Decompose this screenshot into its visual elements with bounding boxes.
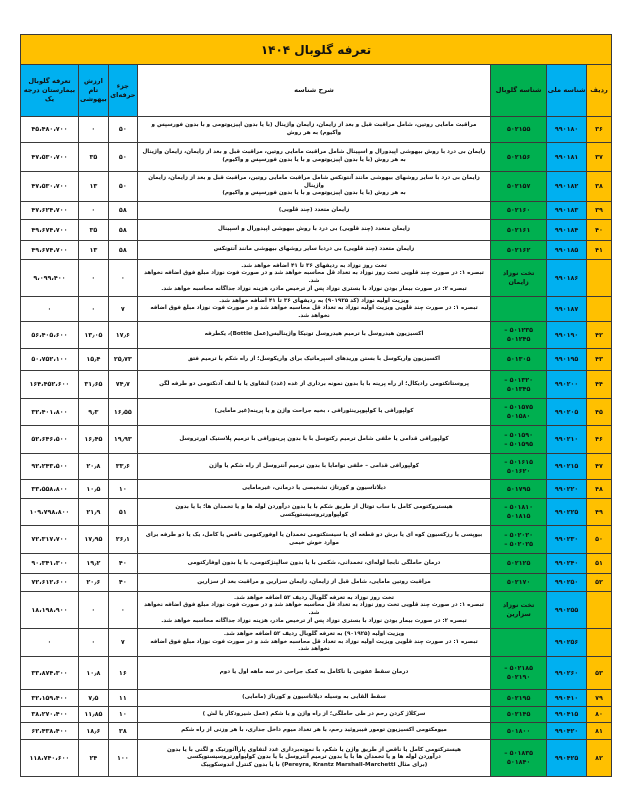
table-row: [21, 454, 611, 480]
description-line: میومکتومی اکسیزیون تومور فیبروئید رحم، با هر تعداد میوم داخل جداری، با هر وزنی از راه شکم: [181, 727, 447, 734]
cell-tarefeh: ۹۰،۳۴۱،۳۰۰: [21, 554, 78, 573]
cell-arzesh: ۱۰٫۵: [78, 480, 108, 498]
cell-jozh: ۱۰: [108, 707, 137, 722]
global-code-line: تخت نوزاد: [502, 601, 535, 610]
description-line: هیسترکتومی کامل یا ناقص از طریق واژن یا شکم، با نمونه‌برداری غدد لنفاوی پاراآئورتیک و لگنی با یا بدون: [167, 746, 461, 753]
cell-tarefeh: ۴۷،۵۳۰،۷۰۰: [21, 143, 78, 171]
cell-shenaseh-melli: ۹۹۰۱۸۷: [546, 297, 586, 321]
cell-shenaseh-global: [490, 554, 546, 573]
cell-arzesh: ۱۵٫۴: [78, 349, 108, 370]
global-code-line: ۵۰۱۳۴۵: [506, 384, 531, 393]
cell-jozh: ۷: [108, 629, 137, 656]
cell-shenaseh-melli: ۹۹۰۲۵۰: [546, 574, 586, 591]
cell-tarefeh: ۳۸،۲۷۰،۴۰۰: [21, 707, 78, 722]
description-line: تبصره ۱: در صورت چند قلویی تخت روز نوزاد به تعداد قل محاسبه خواهد شد و در صورت فوت نوزاد مبلغ فوق اضافه نخواهد شد.: [144, 270, 484, 284]
cell-shenaseh-melli: ۹۹۰۱۸۶: [546, 260, 586, 296]
cell-jozh: ۴۰: [108, 574, 137, 591]
cell-sharh: [137, 526, 490, 553]
cell-shenaseh-global: [490, 371, 546, 398]
cell-arzesh: ۲۰٫۸: [78, 454, 108, 479]
description-line: درمان سقط عفونی یا ناکامل به کمک جراحی در سه ماهه اول یا دوم: [219, 669, 409, 676]
cell-sharh: [137, 220, 490, 240]
global-code-line: ۵۰۱۵۹۰ –: [504, 430, 534, 439]
description-line: به هر روش (با یا بدون اپیزیوتومی و با یا بدون فورسپس و واکیوم): [222, 157, 406, 163]
header-arzesh: ارزش تام بیهوشی: [78, 65, 108, 116]
description-line: سرکلاژ کردن رحم در طی حاملگی؛ از راه واژن و یا شکم (عمل شیرودکار یا لش ): [202, 710, 426, 717]
cell-tarefeh: ۴۷،۵۳۰،۷۰۰: [21, 172, 78, 201]
cell-shenaseh-global: [490, 480, 546, 498]
description-line: پروستاتکتومی رادیکال؛ از راه پرینه با یا بدون نمونه برداری از غده (غدد) لنفاوی یا با لنف آدنکتومی دو طرفه لگن: [159, 380, 469, 387]
cell-tarefeh: ۵۲،۶۴۶،۵۰۰: [21, 426, 78, 453]
global-code-line: ۵۰۲۱۵۵: [506, 125, 531, 134]
cell-shenaseh-melli: ۹۹۰۲۰۵: [546, 399, 586, 425]
cell-radif: [586, 629, 611, 656]
table-row: [21, 554, 611, 574]
cell-shenaseh-melli: ۹۹۰۲۰۰: [546, 371, 586, 398]
cell-radif: ۴۸: [586, 480, 611, 498]
cell-shenaseh-melli: ۹۹۰۴۱۵: [546, 707, 586, 722]
description-line: ویزیت اولیه (۹۰۱۹۲۵) به تعرفه گلوبال ردیف ۵۲ اضافه خواهد شد.: [223, 631, 405, 638]
cell-shenaseh-melli: ۹۹۰۱۹۵: [546, 349, 586, 370]
global-code-line: ۵۰۱۸۱۵: [506, 512, 531, 520]
cell-sharh: [137, 574, 490, 591]
table-row: [21, 526, 611, 554]
cell-radif: ۴۶: [586, 426, 611, 453]
description-line: کولپورافی قدامی یا خلفی شامل ترمیم رکتوسل با یا بدون پرینورافی با ترمیم پلاستیک اورتروسل: [179, 435, 449, 442]
header-row: [21, 65, 611, 117]
description-line: زایمان بی درد با سایر روشهای بیهوشی مانند آنتونکس شامل مراقبت مامایی روتین، مراقبت قبل و بعد از زایمان، زایمان واژینال: [148, 175, 480, 189]
cell-jozh: ۵۸: [108, 241, 137, 259]
cell-sharh: [137, 723, 490, 739]
cell-radif: ۴۳: [586, 349, 611, 370]
cell-tarefeh: ۵۰،۷۵۲،۱۰۰: [21, 349, 78, 370]
cell-shenaseh-global: [490, 241, 546, 259]
cell-shenaseh-melli: ۹۹۰۱۸۲: [546, 172, 586, 201]
cell-shenaseh-global: [490, 526, 546, 553]
global-code-line: ۵۰۲۱۸۵ –: [504, 664, 534, 673]
cell-jozh: ۵۰: [108, 172, 137, 201]
description-line: تبصره ۱: در صورت چند قلویی تخت روز نوزاد به تعداد قل محاسبه خواهد شد و در صورت فوت نوزاد مبلغ فوق اضافه نخواهد شد.: [144, 602, 484, 616]
cell-sharh: [137, 202, 490, 219]
header-shenaseh-melli: شناسه ملی: [546, 65, 586, 116]
cell-tarefeh: ۳۲،۱۵۹،۴۰۰: [21, 690, 78, 706]
cell-sharh: [137, 349, 490, 370]
cell-arzesh: ۱۹٫۲: [78, 554, 108, 573]
description-line: تخت روز نوزاد به تعرفه گلوبال ردیف ۵۲ اضافه خواهد شد.: [233, 594, 395, 601]
description-line: مراقبت روتین مامایی، شامل قبل از زایمان، زایمان سزارین و مراقبت بعد از سزارین: [197, 578, 431, 585]
cell-radif: ۴۱: [586, 241, 611, 259]
description-line: دیلاتاسیون و کورتاژ، تشخیصی یا درمانی، غیرمامایی: [242, 485, 386, 492]
cell-radif: ۴۰: [586, 220, 611, 240]
cell-arzesh: ۳۵: [78, 143, 108, 171]
cell-shenaseh-global: [490, 690, 546, 706]
cell-jozh: ۵۸: [108, 220, 137, 240]
table-row: [21, 241, 611, 260]
cell-radif: ۴۹: [586, 499, 611, 525]
cell-arzesh: ۱۳: [78, 241, 108, 259]
description-line: تبصره ۱: در صورت چند قلویی ویزیت اولیه نوزاد به تعداد قل محاسبه خواهد شد و در صورت فوت نوزاد مبلغ فوق اضافه نخواهد شد.: [150, 638, 478, 653]
table-body: [21, 117, 611, 776]
cell-sharh: [137, 399, 490, 425]
global-code-line: ۵۰۲۱۵۶: [506, 152, 531, 161]
cell-sharh: [137, 297, 490, 321]
cell-radif: ۸۱: [586, 723, 611, 739]
cell-arzesh: ۰: [78, 297, 108, 321]
cell-jozh: ۰: [108, 260, 137, 296]
global-code-line: ۵۰۱۵۹۵ –: [504, 439, 534, 448]
cell-shenaseh-melli: ۹۹۰۲۱۵: [546, 454, 586, 479]
description-line: درمان حاملگی نابجا لوله‌ای، تخمدانی، شکمی با یا بدون سالپنژکتومی، با یا بدون اوفارکتومی: [187, 559, 441, 566]
cell-jozh: ۱۶: [108, 657, 137, 689]
cell-shenaseh-melli: ۹۹۰۴۲۵: [546, 740, 586, 776]
table-row: [21, 574, 611, 592]
cell-shenaseh-melli: ۹۹۰۱۸۴: [546, 220, 586, 240]
table-row: [21, 629, 611, 657]
cell-sharh: [137, 554, 490, 573]
cell-shenaseh-global: [490, 322, 546, 348]
table-row: [21, 202, 611, 220]
description-line: بیوپسی یا رزکسیون کوه ای یا برش دو قطعه ای یا سیستکتومی تخمدان یا اوفورکتومی ناقص یا کامل، یک یا دو طرفه برای موارد خوش خیمی: [145, 531, 483, 546]
cell-radif: [586, 260, 611, 296]
description-line: ویزیت اولیه نوزاد (کد ۹۰۱۹۲۵) به ردیفهای ۳۶ تا ۴۱ اضافه خواهد شد.: [219, 297, 409, 304]
cell-radif: [586, 297, 611, 321]
cell-shenaseh-global: [490, 454, 546, 479]
cell-shenaseh-melli: ۹۹۰۱۹۰: [546, 322, 586, 348]
cell-arzesh: ۷٫۵: [78, 690, 108, 706]
cell-shenaseh-melli: ۹۹۰۴۲۰: [546, 723, 586, 739]
cell-radif: ۳۷: [586, 143, 611, 171]
cell-shenaseh-melli: ۹۹۰۲۲۰: [546, 480, 586, 498]
cell-shenaseh-global: [490, 723, 546, 739]
cell-tarefeh: ۷۲،۶۱۲،۶۰۰: [21, 574, 78, 591]
table-row: [21, 740, 611, 776]
cell-radif: ۴۲: [586, 322, 611, 348]
cell-shenaseh-melli: ۹۹۰۲۴۰: [546, 554, 586, 573]
cell-radif: ۵۱: [586, 554, 611, 573]
header-jozh: جزء حرفه‌ای: [108, 65, 137, 116]
cell-jozh: ۴۰: [108, 554, 137, 573]
description-line: به هر روش (با یا بدون اپیزیوتومی و با یا بدون فورسپس و واکیوم): [222, 190, 406, 197]
cell-shenaseh-melli: ۹۹۰۲۵۵: [546, 592, 586, 628]
cell-jozh: ۲۶٫۱: [108, 526, 137, 553]
table-row: [21, 371, 611, 399]
cell-sharh: [137, 657, 490, 689]
cell-shenaseh-global: [490, 426, 546, 453]
cell-shenaseh-global: [490, 260, 546, 296]
description-line: تبصره ۱: در صورت چند قلویی ویزیت اولیه نوزاد به تعداد قل محاسبه خواهد شد و در صورت فوت نوزاد مبلغ فوق اضافه نخواهد شد.: [150, 305, 478, 319]
cell-tarefeh: ۷۲،۳۱۷،۷۰۰: [21, 526, 78, 553]
cell-shenaseh-global: [490, 707, 546, 722]
cell-tarefeh: ۹،۰۹۹،۴۰۰: [21, 260, 78, 296]
cell-tarefeh: ۹۲،۲۴۳،۵۰۰: [21, 454, 78, 479]
table-row: [21, 480, 611, 499]
global-code-line: ۵۰۱۸۰۰: [506, 726, 531, 735]
cell-radif: ۳۸: [586, 172, 611, 201]
global-code-line: ۵۰۱۸۱۰ –: [504, 503, 534, 512]
cell-sharh: [137, 426, 490, 453]
cell-arzesh: ۲۱٫۹: [78, 499, 108, 525]
description-line: درآوردن لوله ها و یا تخمدان ها با یا بدون ترمیم آنتروسل با یا بدون کولپواورتروسیستوپکسی: [187, 754, 441, 761]
table-row: [21, 426, 611, 454]
cell-tarefeh: ۴۹،۶۷۴،۷۰۰: [21, 220, 78, 240]
global-code-line: تخت نوزاد: [502, 269, 535, 278]
global-code-line: ۵۰۲۰۲۵ –: [504, 539, 534, 548]
table-row: [21, 220, 611, 241]
cell-jozh: ۷۴٫۷: [108, 371, 137, 398]
global-code-line: زایمان: [508, 278, 529, 286]
description-line: تبصره ۲: در صورت بیمار بودن نوزاد با بستری نوزاد پس از ترخیص مادر، هزینه نوزاد جداگانه محاسبه خواهد شد.: [161, 617, 467, 624]
cell-shenaseh-global: [490, 202, 546, 219]
description-line: مراقبت مامایی روتین، شامل مراقبت قبل و بعد از زایمان، زایمان واژینال (با یا بدون اپیزیوتومی و با بدون فورسپس و واکیوم) به هر روش: [151, 121, 477, 136]
header-sharh: شرح شناسه: [137, 65, 490, 116]
global-code-line: ۵۰۲۱۵۷: [506, 182, 531, 191]
cell-tarefeh: ۳۳،۵۵۸،۸۰۰: [21, 480, 78, 498]
global-code-line: ۵۰۱۳۲۰ –: [504, 375, 534, 384]
cell-shenaseh-melli: ۹۹۰۲۵۶: [546, 629, 586, 656]
cell-shenaseh-global: [490, 349, 546, 370]
cell-arzesh: ۰: [78, 629, 108, 656]
cell-arzesh: ۱۶٫۴۵: [78, 426, 108, 453]
global-code-line: ۵۰۲۰۲۰ –: [504, 530, 534, 539]
cell-arzesh: ۱۰٫۸: [78, 657, 108, 689]
table-row: [21, 143, 611, 172]
cell-tarefeh: ۰: [21, 629, 78, 656]
cell-sharh: [137, 707, 490, 722]
cell-sharh: [137, 241, 490, 259]
cell-radif: ۳۹: [586, 202, 611, 219]
cell-arzesh: ۲۴: [78, 740, 108, 776]
description-line: کولپورافی قدامی – خلفی توامایا با بدون ترمیم آنتروسل از راه شکم یا واژن: [209, 462, 420, 469]
cell-sharh: [137, 690, 490, 706]
cell-tarefeh: ۱۸،۱۹۸،۹۰۰: [21, 592, 78, 628]
cell-jozh: ۳۳٫۶: [108, 454, 137, 479]
global-code-line: ۵۰۱۲۳۵ –: [504, 326, 534, 335]
cell-arzesh: ۱۸٫۶: [78, 723, 108, 739]
header-shenaseh-global: شناسه گلوبال: [490, 65, 546, 116]
cell-radif: ۴۵: [586, 399, 611, 425]
cell-radif: ۴۷: [586, 454, 611, 479]
cell-shenaseh-global: [490, 574, 546, 591]
description-line: تخت روز نوزاد به ردیفهای ۳۶ تا ۴۱ اضافه خواهد شد.: [241, 262, 387, 269]
cell-arzesh: ۱۱٫۸۵: [78, 707, 108, 722]
cell-radif: ۸۰: [586, 707, 611, 722]
cell-radif: [586, 592, 611, 628]
description-line: (برای مثال Pereyra, Krantz Marshall-Marchetti) با یا بدون کنترل اندوسکوپیک: [200, 761, 428, 768]
global-code-line: ۵۰۲۱۴۵: [506, 710, 531, 719]
cell-jozh: ۱۱: [108, 690, 137, 706]
description-line: سقط القایی به وسیله دیلاتاسیون و کورتاژ (مامایی): [242, 694, 386, 701]
cell-tarefeh: ۰: [21, 297, 78, 321]
description-line: هیستروکتومی کامل با ساب توتال از طریق شکم با یا بدون درآوردن لوله ها و یا تخمدان ها؛ با یا بدون کولپواورتروسیستوپکسی: [175, 504, 453, 518]
cell-tarefeh: ۴۵،۴۸۰،۷۰۰: [21, 117, 78, 142]
description-line: زایمان بی درد با روش بیهوشی اپیدورال و اسپینال شامل مراقبت مامایی روتین، مراقبت قبل و بعد از زایمان، زایمان واژینال: [142, 149, 486, 156]
cell-radif: ۸۲: [586, 740, 611, 776]
table-row: [21, 690, 611, 707]
cell-sharh: [137, 143, 490, 171]
cell-shenaseh-melli: ۹۹۰۱۸۱: [546, 143, 586, 171]
table-row: [21, 592, 611, 629]
cell-sharh: [137, 371, 490, 398]
cell-shenaseh-global: [490, 740, 546, 776]
cell-radif: ۴۴: [586, 371, 611, 398]
cell-tarefeh: ۳۲،۴۰۱،۸۰۰: [21, 399, 78, 425]
cell-arzesh: ۰: [78, 117, 108, 142]
global-code-line: ۵۰۱۸۴۰: [506, 758, 531, 766]
cell-shenaseh-melli: ۹۹۰۲۲۵: [546, 499, 586, 525]
description-line: اکسیزیون واریکوسل با بستن وریدهای اسپرماتیک برای واریکوسل؛ از راه شکم یا ترمیم فتق: [187, 355, 441, 362]
cell-sharh: [137, 322, 490, 348]
global-code-line: ۵۰۱۸۳۵ –: [504, 749, 534, 758]
description-line: زایمان متعدد (چند قلویی) بی درد با روش بیهوشی اپیدورال و اسپینال: [218, 226, 410, 233]
cell-radif: ۵۲: [586, 574, 611, 591]
cell-jozh: ۱۷٫۶: [108, 322, 137, 348]
table-row: [21, 707, 611, 723]
cell-tarefeh: ۱۰۹،۷۹۸،۸۰۰: [21, 499, 78, 525]
cell-arzesh: ۹٫۳: [78, 399, 108, 425]
cell-shenaseh-global: [490, 220, 546, 240]
description-line: زایمان متعدد (چند قلویی) بی دردبا سایر روشهای بیهوشی مانند آنتونکس: [213, 246, 415, 253]
cell-shenaseh-global: [490, 117, 546, 142]
cell-jozh: ۰: [108, 592, 137, 628]
table-row: [21, 657, 611, 690]
cell-sharh: [137, 592, 490, 628]
global-code-line: ۵۰۲۱۶۰: [506, 206, 531, 215]
global-code-line: ۵۰۲۱۲۵: [506, 559, 531, 568]
cell-sharh: [137, 499, 490, 525]
cell-shenaseh-melli: ۹۹۰۱۸۵: [546, 241, 586, 259]
global-code-line: ۵۰۲۱۹۰: [506, 673, 531, 681]
global-code-line: ۵۰۱۵۷۵ –: [504, 403, 534, 412]
cell-tarefeh: ۴۷،۶۲۴،۷۰۰: [21, 202, 78, 219]
global-code-line: سزارین: [506, 610, 531, 618]
cell-shenaseh-melli: ۹۹۰۴۱۰: [546, 690, 586, 706]
cell-jozh: ۵۸: [108, 202, 137, 219]
cell-shenaseh-melli: ۹۹۰۱۸۳: [546, 202, 586, 219]
cell-arzesh: ۰: [78, 592, 108, 628]
description-line: اکسیزیون هیدروسل با ترمیم هیدروسل تونیکا واژینالیس(عمل Bottle)، یکطرفه: [204, 331, 424, 338]
cell-arzesh: ۳۱٫۶۵: [78, 371, 108, 398]
cell-sharh: [137, 454, 490, 479]
cell-shenaseh-global: [490, 297, 546, 321]
cell-tarefeh: ۳۳،۸۷۴،۳۰۰: [21, 657, 78, 689]
cell-arzesh: ۲۰٫۶: [78, 574, 108, 591]
cell-arzesh: ۱۳٫۰۵: [78, 322, 108, 348]
cell-jozh: ۱۰: [108, 480, 137, 498]
table-row: [21, 322, 611, 349]
cell-tarefeh: ۱۶۴،۴۵۲،۶۰۰: [21, 371, 78, 398]
global-code-line: ۵۰۱۶۲۰: [506, 466, 531, 475]
table-title: تعرفه گلوبال ۱۴۰۴: [21, 35, 611, 65]
global-code-line: ۵۰۱۲۴۵: [506, 335, 531, 343]
cell-shenaseh-melli: ۹۹۰۲۶۰: [546, 657, 586, 689]
cell-shenaseh-global: [490, 143, 546, 171]
cell-jozh: ۱۹٫۹۳: [108, 426, 137, 453]
header-tarefeh: تعرفه گلوبال بیمارستان درجه یک: [21, 65, 78, 116]
cell-shenaseh-global: [490, 629, 546, 656]
cell-arzesh: ۰: [78, 202, 108, 219]
global-code-line: ۵۰۱۷۹۵: [506, 484, 531, 493]
cell-arzesh: ۱۷٫۹۵: [78, 526, 108, 553]
global-code-line: ۵۰۱۳۰۵: [506, 355, 531, 364]
table-row: [21, 499, 611, 526]
description-line: زایمان متعدد (چند قلویی): [278, 206, 350, 213]
global-code-line: ۵۰۲۱۹۵: [506, 693, 531, 702]
cell-sharh: [137, 480, 490, 498]
cell-shenaseh-global: [490, 499, 546, 525]
cell-sharh: [137, 740, 490, 776]
cell-sharh: [137, 629, 490, 656]
cell-radif: ۷۹: [586, 690, 611, 706]
tariff-table: [20, 34, 612, 777]
cell-jozh: ۱۰۰: [108, 740, 137, 776]
table-row: [21, 117, 611, 143]
cell-radif: ۵۰: [586, 526, 611, 553]
table-row: [21, 723, 611, 740]
global-code-line: ۵۰۲۱۶۱: [506, 225, 531, 234]
description-line: تبصره ۲: در صورت بیمار بودن نوزاد با بستری نوزاد پس از ترخیص مادر، هزینه نوزاد جداگانه محاسبه خواهد شد.: [161, 285, 467, 292]
table-row: [21, 260, 611, 297]
cell-shenaseh-melli: ۹۹۰۱۸۰: [546, 117, 586, 142]
cell-radif: ۳۶: [586, 117, 611, 142]
cell-jozh: ۵۱: [108, 499, 137, 525]
cell-sharh: [137, 260, 490, 296]
cell-shenaseh-melli: ۹۹۰۲۳۰: [546, 526, 586, 553]
cell-shenaseh-global: [490, 172, 546, 201]
table-row: [21, 172, 611, 202]
global-code-line: ۵۰۱۵۸۰: [506, 412, 531, 420]
cell-tarefeh: ۴۹،۶۷۴،۷۰۰: [21, 241, 78, 259]
description-line: کولپورافی یا کولپوپرینئورافی ، بخیه جراحت واژن و یا پرینه(غیر مامایی): [214, 408, 414, 415]
table-row: [21, 297, 611, 322]
cell-shenaseh-global: [490, 592, 546, 628]
cell-jozh: ۵۰: [108, 143, 137, 171]
cell-jozh: ۳۸: [108, 723, 137, 739]
table-row: [21, 349, 611, 371]
cell-tarefeh: ۵۶،۴۰۵،۶۰۰: [21, 322, 78, 348]
cell-shenaseh-melli: ۹۹۰۲۱۰: [546, 426, 586, 453]
global-code-line: ۵۰۱۶۱۵ –: [504, 457, 534, 466]
table-row: [21, 399, 611, 426]
cell-tarefeh: ۶۲،۴۳۸،۴۰۰: [21, 723, 78, 739]
cell-shenaseh-global: [490, 657, 546, 689]
cell-jozh: ۲۵٫۷۳: [108, 349, 137, 370]
cell-tarefeh: ۱۱۸،۷۴۰،۶۰۰: [21, 740, 78, 776]
cell-arzesh: ۰: [78, 260, 108, 296]
cell-arzesh: ۳۵: [78, 220, 108, 240]
cell-shenaseh-global: [490, 399, 546, 425]
cell-sharh: [137, 172, 490, 201]
cell-jozh: ۱۶٫۵۵: [108, 399, 137, 425]
global-code-line: ۵۰۲۱۷۰: [506, 578, 531, 587]
cell-jozh: ۵۰: [108, 117, 137, 142]
cell-jozh: ۷: [108, 297, 137, 321]
global-code-line: ۵۰۲۱۶۲: [506, 245, 531, 254]
header-radif: ردیف: [586, 65, 611, 116]
cell-sharh: [137, 117, 490, 142]
cell-radif: ۵۳: [586, 657, 611, 689]
cell-arzesh: ۱۳: [78, 172, 108, 201]
